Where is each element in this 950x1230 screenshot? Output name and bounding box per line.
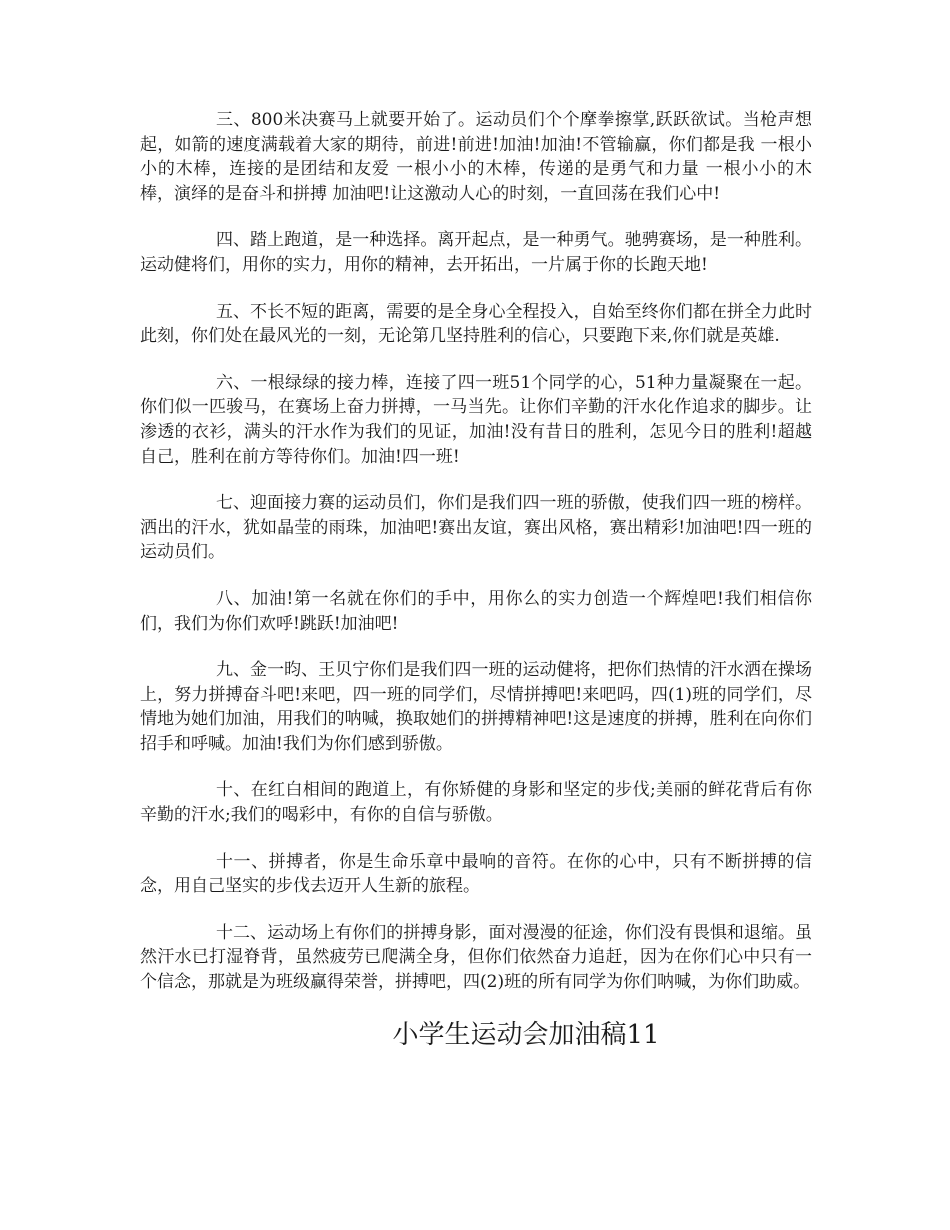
paragraph-12: 十二、运动场上有你们的拼搏身影，面对漫漫的征途，你们没有畏惧和退缩。虽然汗水已打湿脊背，虽然疲劳已爬满全身，但你们依然奋力追赶，因为在你们心中只有一个信念，那就是为班级赢得荣誉，拼搏吧，四(2)班的所有同学为你们呐喊，为你们助威。 (140, 922, 812, 993)
paragraph-10: 十、在红白相间的跑道上，有你矫健的身影和坚定的步伐;美丽的鲜花背后有你辛勤的汗水;我们的喝彩中，有你的自信与骄傲。 (140, 780, 812, 826)
paragraph-5: 五、不长不短的距离，需要的是全身心全程投入，自始至终你们都在拼全力此时此刻，你们处在最风光的一刻，无论第几坚持胜利的信心，只要跑下来,你们就是英雄. (140, 301, 812, 347)
paragraph-7: 七、迎面接力赛的运动员们，你们是我们四一班的骄傲，使我们四一班的榜样。洒出的汗水，犹如晶莹的雨珠，加油吧!赛出友谊，赛出风格，赛出精彩!加油吧!四一班的运动员们。 (140, 493, 812, 563)
paragraph-4: 四、踏上跑道，是一种选择。离开起点，是一种勇气。驰骋赛场，是一种胜利。运动健将们，用你的实力，用你的精神，去开拓出，一片属于你的长跑天地! (140, 230, 812, 275)
paragraph-11: 十一、拼搏者，你是生命乐章中最响的音符。在你的心中，只有不断拼搏的信念，用自己坚实的步伐去迈开人生新的旅程。 (140, 851, 812, 897)
paragraph-8: 八、加油!第一名就在你们的手中，用你么的实力创造一个辉煌吧!我们相信你们，我们为你们欢呼!跳跃!加油吧! (140, 588, 812, 634)
paragraph-3: 三、800米决赛马上就要开始了。运动员们个个摩拳擦掌,跃跃欲试。当枪声想起，如箭的速度满载着大家的期待，前进!前进!加油!加油!不管输赢，你们都是我 一根小小的木棒，连接的是团结和友爱 一根小小的木棒，传递的是勇气和力量 一根小小的木棒，演绎的是奋斗和拼搏 加油吧!让这激动人心的时刻，一直回荡在我们心中! (140, 110, 812, 204)
paragraph-9: 九、金一昀、王贝宁你们是我们四一班的运动健将，把你们热情的汗水洒在操场上，努力拼搏奋斗吧!来吧，四一班的同学们，尽情拼搏吧!来吧吗，四(1)班的同学们，尽情地为她们加油，用我们的呐喊，换取她们的拼搏精神吧!这是速度的拼搏，胜利在向你们招手和呼喊。加油!我们为你们感到骄傲。 (140, 660, 812, 754)
paragraph-6: 六、一根绿绿的接力棒，连接了四一班51个同学的心，51种力量凝聚在一起。你们似一匹骏马，在赛场上奋力拼搏，一马当先。让你们辛勤的汗水化作追求的脚步。让渗透的衣衫，满头的汗水作为我们的见证，加油!没有昔日的胜利，怎见今日的胜利!超越自己，胜利在前方等待你们。加油!四一班! (140, 372, 812, 467)
document-page (140, 108, 812, 1053)
section-heading: 小学生运动会加油稿11 (392, 1019, 660, 1050)
